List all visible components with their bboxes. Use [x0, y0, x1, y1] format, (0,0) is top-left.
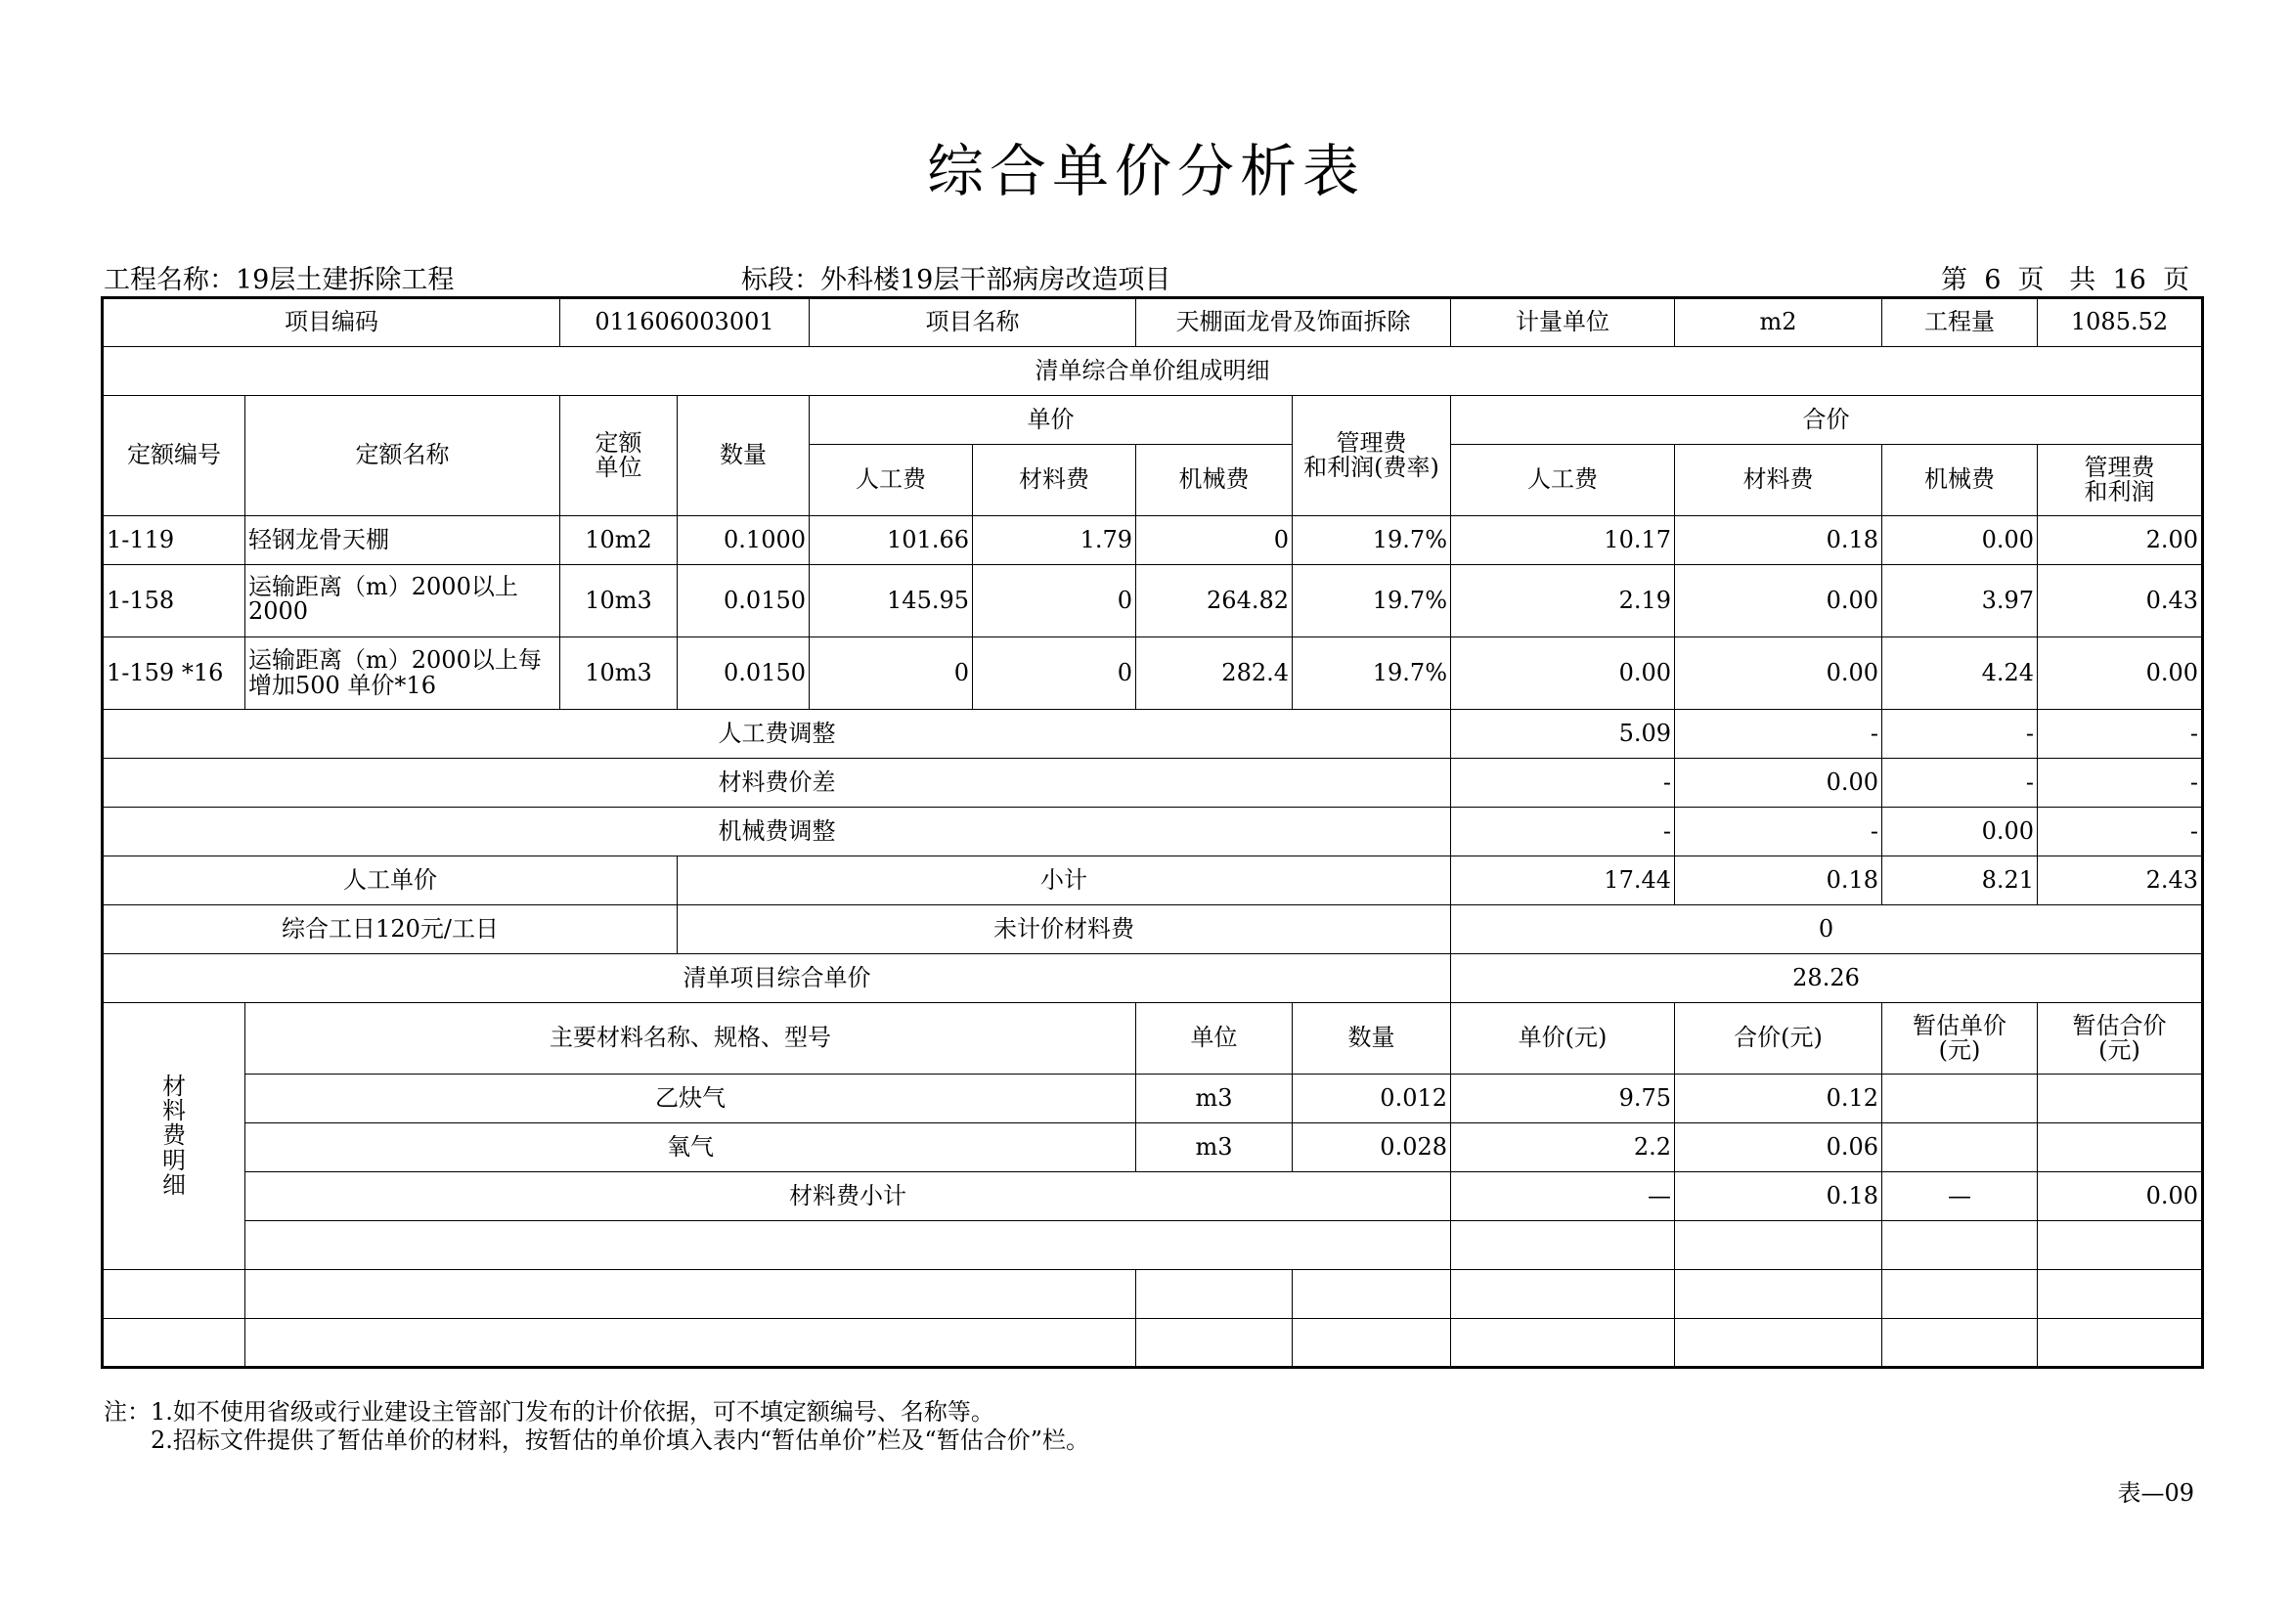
blank-cell	[2038, 1221, 2203, 1270]
adjust-machine: -	[1882, 759, 2038, 808]
col-total-price: 合价	[1451, 396, 2203, 445]
adjust-mgmt: -	[2038, 759, 2203, 808]
material-subtotal-label: 材料费小计	[245, 1172, 1451, 1221]
quota-unit: 10m3	[560, 565, 678, 637]
col-total-labor: 人工费	[1451, 445, 1675, 516]
material-row	[103, 1123, 2203, 1172]
blank-cell	[2038, 1270, 2203, 1319]
adjust-machine: -	[1882, 710, 2038, 759]
subtotal-labor: 17.44	[1451, 856, 1675, 905]
blank-cell	[1293, 1270, 1451, 1319]
adjust-mgmt: -	[2038, 808, 2203, 856]
adjust-labor: 5.09	[1451, 710, 1675, 759]
material-price: 9.75	[1451, 1075, 1675, 1123]
material-total-header: 合价(元)	[1675, 1003, 1882, 1075]
blank-cell	[1675, 1319, 1882, 1368]
material-blank-row	[103, 1221, 2203, 1270]
subtotal-label: 小计	[678, 856, 1451, 905]
table-row	[103, 637, 2203, 710]
mgmt-rate: 19.7%	[1293, 516, 1451, 565]
blank-cell	[1136, 1270, 1293, 1319]
item-row	[103, 298, 2203, 347]
adjust-material: 0.00	[1675, 759, 1882, 808]
unit-labor: 145.95	[810, 565, 973, 637]
material-subtotal-total: 0.18	[1675, 1172, 1882, 1221]
adjust-label: 人工费调整	[103, 710, 1451, 759]
item-qty: 1085.52	[2038, 298, 2203, 347]
table-row	[103, 516, 2203, 565]
total-labor: 10.17	[1451, 516, 1675, 565]
blank-cell	[1451, 1270, 1675, 1319]
adjust-labor: -	[1451, 808, 1675, 856]
material-name: 乙炔气	[245, 1075, 1136, 1123]
blank-cell	[1675, 1221, 1882, 1270]
total-mgmt: 2.00	[2038, 516, 2203, 565]
material-name: 氧气	[245, 1123, 1136, 1172]
material-price: 2.2	[1451, 1123, 1675, 1172]
total-mgmt: 0.00	[2038, 637, 2203, 710]
section-title: 清单综合单价组成明细	[103, 347, 2203, 396]
unit-material: 1.79	[973, 516, 1136, 565]
material-unit: m3	[1136, 1123, 1293, 1172]
labor-price-label: 人工单价	[103, 856, 678, 905]
labor-rate: 综合工日120元/工日	[103, 905, 678, 954]
blank-cell	[1882, 1270, 2038, 1319]
unit-price-table	[101, 296, 2204, 1369]
total-labor: 0.00	[1451, 637, 1675, 710]
blank-cell	[1451, 1221, 1675, 1270]
quota-qty: 0.1000	[678, 516, 810, 565]
quota-no: 1-158	[103, 565, 245, 637]
item-name: 天棚面龙骨及饰面拆除	[1136, 298, 1451, 347]
blank-cell	[245, 1319, 1136, 1368]
adjust-label: 机械费调整	[103, 808, 1451, 856]
quota-qty: 0.0150	[678, 565, 810, 637]
blank-cell	[1293, 1319, 1451, 1368]
blank-cell	[245, 1221, 1451, 1270]
unit-material: 0	[973, 637, 1136, 710]
adjust-material: -	[1675, 710, 1882, 759]
col-material: 材料费	[973, 445, 1136, 516]
table-row	[103, 565, 2203, 637]
note-1: 注：1.如不使用省级或行业建设主管部门发布的计价依据，可不填定额编号、名称等。	[104, 1398, 994, 1426]
col-total-machine: 机械费	[1882, 445, 2038, 516]
col-quota-unit: 定额 单位	[560, 396, 678, 516]
material-price-header: 单价(元)	[1451, 1003, 1675, 1075]
page-indicator: 第 6 页 共 16 页	[1941, 265, 2189, 295]
material-subtotal-price: —	[1451, 1172, 1675, 1221]
adjust-material: -	[1675, 808, 1882, 856]
material-qty-header: 数量	[1293, 1003, 1451, 1075]
composite-value: 28.26	[1451, 954, 2203, 1003]
adjust-labor: -	[1451, 759, 1675, 808]
adjust-machine: 0.00	[1882, 808, 2038, 856]
subtotal-material: 0.18	[1675, 856, 1882, 905]
col-machine: 机械费	[1136, 445, 1293, 516]
project-name: 工程名称：19层土建拆除工程	[104, 265, 455, 295]
col-labor: 人工费	[810, 445, 973, 516]
form-number: 表—09	[2117, 1479, 2194, 1507]
total-machine: 0.00	[1882, 516, 2038, 565]
subtotal-machine: 8.21	[1882, 856, 2038, 905]
item-code-label: 项目编码	[103, 298, 560, 347]
material-subtotal-row	[103, 1172, 2203, 1221]
material-subtotal-est-price: —	[1882, 1172, 2038, 1221]
col-quota-name: 定额名称	[245, 396, 560, 516]
blank-cell	[103, 1319, 245, 1368]
subtotal-mgmt: 2.43	[2038, 856, 2203, 905]
material-name-header: 主要材料名称、规格、型号	[245, 1003, 1136, 1075]
unit-machine: 282.4	[1136, 637, 1293, 710]
blank-cell	[1882, 1319, 2038, 1368]
material-header-row	[103, 1003, 2203, 1075]
material-qty: 0.012	[1293, 1075, 1451, 1123]
total-material: 0.00	[1675, 637, 1882, 710]
material-unit: m3	[1136, 1075, 1293, 1123]
col-quota-no: 定额编号	[103, 396, 245, 516]
quota-no: 1-159 *16	[103, 637, 245, 710]
unpriced-value: 0	[1451, 905, 2203, 954]
blank-cell	[2038, 1319, 2203, 1368]
mgmt-rate: 19.7%	[1293, 637, 1451, 710]
unpriced-label: 未计价材料费	[678, 905, 1451, 954]
mgmt-rate: 19.7%	[1293, 565, 1451, 637]
item-name-label: 项目名称	[810, 298, 1136, 347]
col-total-material: 材料费	[1675, 445, 1882, 516]
material-est-total	[2038, 1075, 2203, 1123]
note-2: 2.招标文件提供了暂估单价的材料，按暂估的单价填入表内“暂估单价”栏及“暂估合价”栏。	[151, 1426, 1089, 1454]
item-unit-label: 计量单位	[1451, 298, 1675, 347]
material-unit-header: 单位	[1136, 1003, 1293, 1075]
composite-row	[103, 954, 2203, 1003]
adjust-row	[103, 710, 2203, 759]
total-machine: 3.97	[1882, 565, 2038, 637]
unit-labor: 101.66	[810, 516, 973, 565]
material-est-price-header: 暂估单价 (元)	[1882, 1003, 2038, 1075]
total-machine: 4.24	[1882, 637, 2038, 710]
adjust-row	[103, 808, 2203, 856]
unit-machine: 0	[1136, 516, 1293, 565]
blank-cell	[1882, 1221, 2038, 1270]
col-unit-price: 单价	[810, 396, 1293, 445]
blank-cell	[103, 1270, 245, 1319]
adjust-row	[103, 759, 2203, 808]
blank-cell	[245, 1270, 1136, 1319]
material-subtotal-est-total: 0.00	[2038, 1172, 2203, 1221]
total-mgmt: 0.43	[2038, 565, 2203, 637]
quota-name: 轻钢龙骨天棚	[245, 516, 560, 565]
unpriced-row	[103, 905, 2203, 954]
page-title: 综合单价分析表	[926, 138, 1365, 204]
unit-labor: 0	[810, 637, 973, 710]
quota-unit: 10m2	[560, 516, 678, 565]
col-quantity: 数量	[678, 396, 810, 516]
total-labor: 2.19	[1451, 565, 1675, 637]
quota-name: 运输距离（m）2000以上2000	[245, 565, 560, 637]
blank-row	[103, 1319, 2203, 1368]
quota-name: 运输距离（m）2000以上每增加500 单价*16	[245, 637, 560, 710]
footnotes	[104, 1398, 1089, 1455]
material-est-total-header: 暂估合价 (元)	[2038, 1003, 2203, 1075]
total-material: 0.18	[1675, 516, 1882, 565]
blank-cell	[1136, 1319, 1293, 1368]
adjust-mgmt: -	[2038, 710, 2203, 759]
item-qty-label: 工程量	[1882, 298, 2038, 347]
material-est-total	[2038, 1123, 2203, 1172]
quota-unit: 10m3	[560, 637, 678, 710]
material-est-price	[1882, 1075, 2038, 1123]
material-total: 0.06	[1675, 1123, 1882, 1172]
unit-machine: 264.82	[1136, 565, 1293, 637]
blank-cell	[1675, 1270, 1882, 1319]
blank-cell	[1451, 1319, 1675, 1368]
material-total: 0.12	[1675, 1075, 1882, 1123]
item-unit: m2	[1675, 298, 1882, 347]
blank-row	[103, 1270, 2203, 1319]
material-est-price	[1882, 1123, 2038, 1172]
col-total-mgmt: 管理费 和利润	[2038, 445, 2203, 516]
material-row	[103, 1075, 2203, 1123]
quota-qty: 0.0150	[678, 637, 810, 710]
material-side-label: 材 料 费 明 细	[103, 1003, 245, 1270]
col-mgmt-rate: 管理费 和利润(费率)	[1293, 396, 1451, 516]
total-material: 0.00	[1675, 565, 1882, 637]
material-qty: 0.028	[1293, 1123, 1451, 1172]
adjust-label: 材料费价差	[103, 759, 1451, 808]
subtotal-row	[103, 856, 2203, 905]
unit-material: 0	[973, 565, 1136, 637]
quota-no: 1-119	[103, 516, 245, 565]
section-name: 标段：外科楼19层干部病房改造项目	[741, 265, 1171, 295]
composite-label: 清单项目综合单价	[103, 954, 1451, 1003]
item-code: 011606003001	[560, 298, 810, 347]
